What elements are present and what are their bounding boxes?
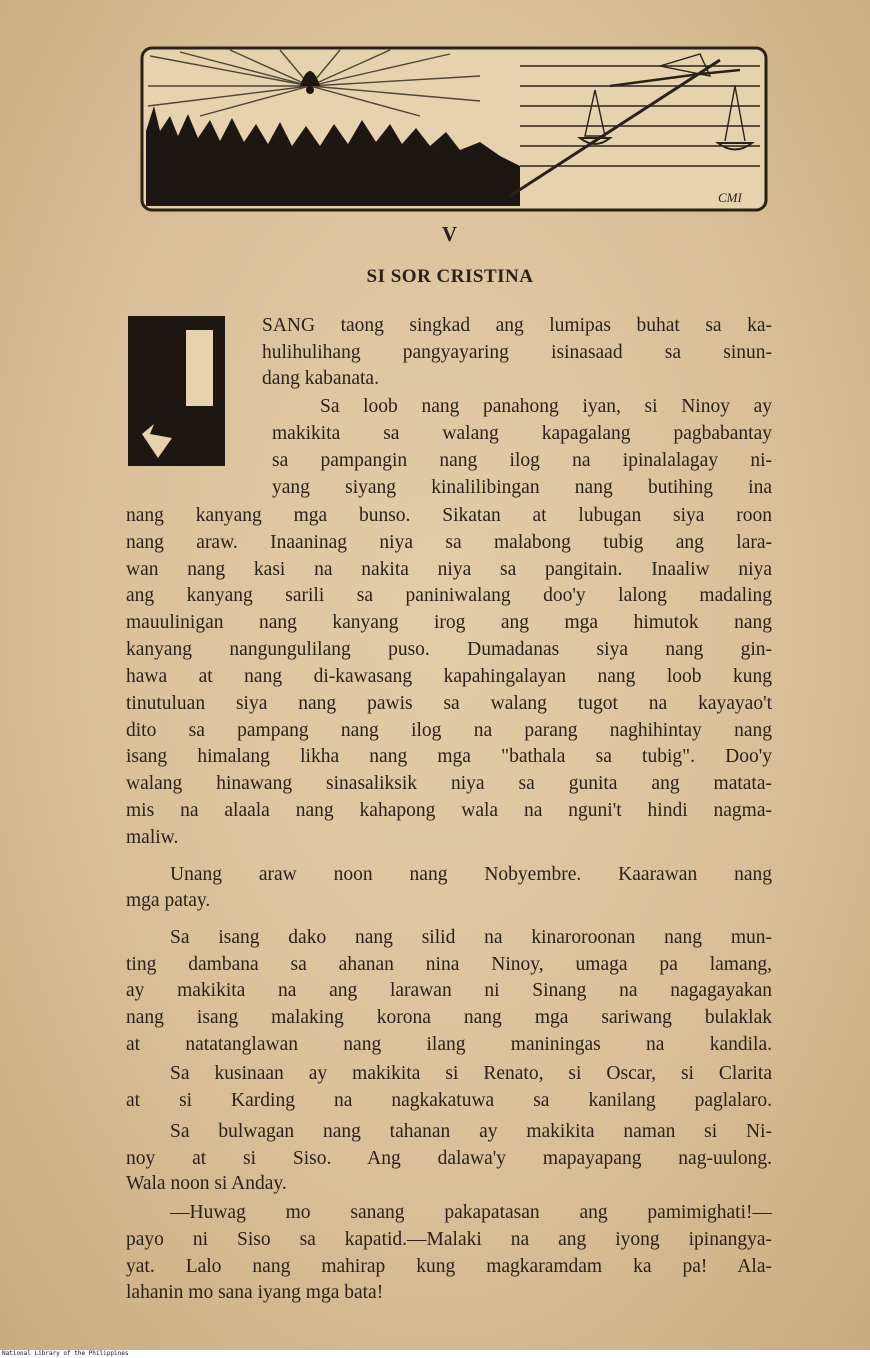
text-line: hulihulihang pangyayaring isinasaad sa sinun- (262, 342, 772, 363)
text-line: dang kabanata. (262, 368, 379, 389)
text-line: ting dambana sa ahanan nina Ninoy, umaga pa lamang, (126, 954, 772, 975)
text-line: yat. Lalo nang mahirap kung magkaramdam ka pa! Ala- (126, 1256, 772, 1277)
text-line: kanyang nangungulilang puso. Dumadanas siya nang gin- (126, 639, 772, 660)
text-line: sa pampangin nang ilog na ipinalalagay ni- (272, 450, 772, 471)
text-line: isang himalang likha nang mga "bathala sa tubig". Doo'y (126, 746, 772, 767)
text-line: maliw. (126, 827, 179, 848)
chapter-title: SI SOR CRISTINA (366, 266, 534, 287)
text-line: hawa at nang di-kawasang kapahingalayan nang loob kung (126, 666, 772, 687)
chapter-header-illustration (140, 46, 768, 212)
text-line: mga patay. (126, 890, 211, 911)
text-line: ay makikita na ang larawan ni Sinang na nagagayakan (126, 980, 772, 1001)
text-line: yang siyang kinalilibingan nang butihing ina (272, 477, 772, 498)
text-line: Wala noon si Anday. (126, 1173, 287, 1194)
text-line: dito sa pampang nang ilog na parang naghihintay nang (126, 720, 772, 741)
text-line: nang araw. Inaaninag niya sa malabong tubig ang lara- (126, 532, 772, 553)
text-line: Sa isang dako nang silid na kinaroroonan nang mun- (170, 927, 772, 948)
text-line: wan nang kasi na nakita niya sa pangitain. Inaaliw niya (126, 559, 772, 580)
chapter-number: V (441, 222, 459, 246)
text-line: Sa bulwagan nang tahanan ay makikita naman si Ni- (170, 1121, 772, 1142)
text-line: makikita sa walang kapagalang pagbabantay (272, 423, 772, 444)
drop-cap-letter-i (128, 316, 225, 466)
text-line: —Huwag mo sanang pakapatasan ang pamimighati!— (170, 1202, 772, 1223)
text-line: nang kanyang mga bunso. Sikatan at lubugan siya roon (126, 505, 772, 526)
text-line: tinutuluan siya nang pawis sa walang tugot na kayayao't (126, 693, 772, 714)
text-line: at si Karding na nagkakatuwa sa kanilang paglalaro. (126, 1090, 772, 1111)
text-line: walang hinawang sinasaliksik niya sa gunita ang matata- (126, 773, 772, 794)
text-line: ang kanyang sarili sa paniniwalang doo'y lalong madaling (126, 585, 772, 606)
text-line: nang isang malaking korona nang mga sariwang bulaklak (126, 1007, 772, 1028)
text-line: noy at si Siso. Ang dalawa'y mapayapang nag-uulong. (126, 1148, 772, 1169)
library-credit: National Library of the Philippines (0, 1350, 870, 1358)
text-line: lahanin mo sana iyang mga bata! (126, 1282, 384, 1303)
text-line: mis na alaala nang kahapong wala na nguni't hindi nagma- (126, 800, 772, 821)
text-line: SANG taong singkad ang lumipas buhat sa ka- (262, 315, 772, 336)
text-line: mauulinigan nang kanyang irog ang mga himutok nang (126, 612, 772, 633)
text-line: at natatanglawan nang ilang maniningas na kandila. (126, 1034, 772, 1055)
text-line: Unang araw noon nang Nobyembre. Kaarawan nang (170, 864, 772, 885)
text-line: Sa kusinaan ay makikita si Renato, si Oscar, si Clarita (170, 1063, 772, 1084)
illustrator-signature: CMI (718, 190, 742, 205)
text-line: payo ni Siso sa kapatid.—Malaki na ang iyong ipinangya- (126, 1229, 772, 1250)
text-line: Sa loob nang panahong iyan, si Ninoy ay (320, 396, 772, 417)
